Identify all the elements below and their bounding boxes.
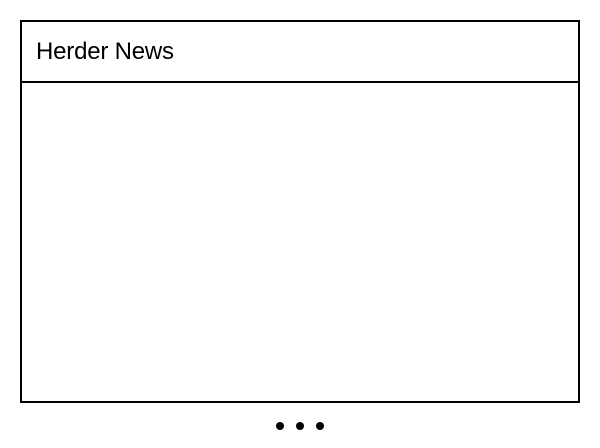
more-pages-ellipsis[interactable] (0, 419, 600, 433)
news-window (20, 20, 580, 403)
window-title: Herder News (36, 37, 174, 65)
content-area (22, 83, 578, 401)
ellipsis-dot-icon (276, 422, 284, 430)
title-bar (22, 22, 578, 83)
ellipsis-dot-icon (296, 422, 304, 430)
ellipsis-dot-icon (316, 422, 324, 430)
